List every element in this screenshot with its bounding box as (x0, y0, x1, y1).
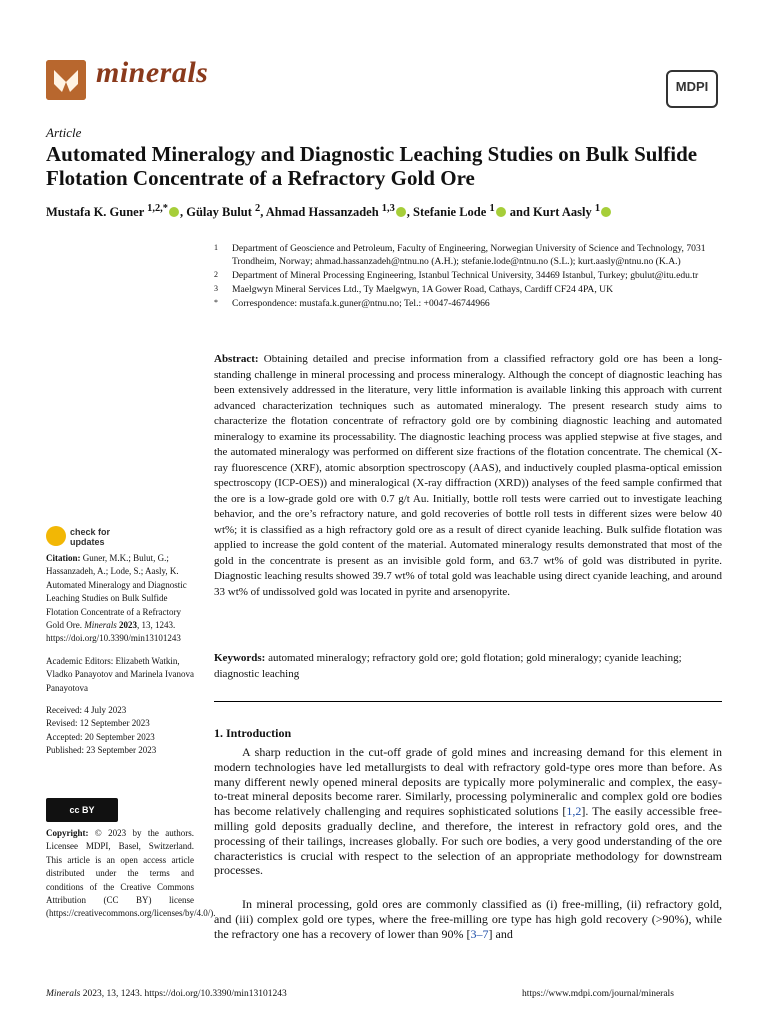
dates-block (46, 704, 194, 758)
section-heading: 1. Introduction (214, 726, 292, 740)
keywords-label: Keywords: (214, 652, 266, 664)
cc-license-icon[interactable]: cc BY (46, 798, 118, 822)
journal-name: minerals (96, 56, 209, 89)
paragraph: In mineral processing, gold ores are commonly classified as (i) free-milling, (ii) refractory gold, and (iii) complex gold ore types, where the free-milling ore type has high gold recovery (>90%), while the refractory one has a recovery of lower than 90% [3–7] and (214, 897, 722, 941)
divider (214, 701, 722, 702)
author-sup: 2 (255, 203, 261, 214)
keywords-text: automated mineralogy; refractory gold ore; gold flotation; gold mineralogy; cyanide leaching; diagnostic leaching (214, 652, 682, 680)
sidebar-info (46, 552, 194, 758)
author-name: Gülay Bulut (186, 205, 252, 220)
check-updates-icon[interactable] (46, 526, 66, 546)
abstract (214, 352, 722, 600)
revised-date: Revised: 12 September 2023 (46, 718, 150, 729)
abstract-label: Abstract: (214, 353, 259, 365)
keywords (214, 651, 722, 682)
affiliation-item: 3 Maelgwyn Mineral Services Ltd., Ty Maelgwyn, 1A Gower Road, Cathays, Cardiff CF24 4PA, UK (214, 284, 613, 295)
journal-logo-icon (46, 60, 86, 100)
accepted-date: Accepted: 20 September 2023 (46, 731, 155, 742)
author-name: Stefanie Lode (413, 205, 487, 220)
publisher-logo[interactable]: MDPI (666, 70, 718, 108)
article-type: Article (46, 125, 82, 140)
citation-block: Citation: Guner, M.K.; Bulut, G.; Hassanzadeh, A.; Lode, S.; Aasly, K. Automated Mineralogy and Diagnostic Leaching Studies on Bulk Sulfide Flotation Concentrate of a Refractory Gold Ore. Minerals 2023, 13, 1243. https://doi.org/10.3390/min13101243 (46, 553, 187, 644)
orcid-icon[interactable] (396, 207, 406, 217)
article-title: Automated Mineralogy and Diagnostic Leaching Studies on Bulk Sulfide Flotation Concentrate of a Refractory Gold Ore (46, 142, 698, 190)
orcid-icon[interactable] (169, 207, 179, 217)
citation-link[interactable]: 1,2 (566, 804, 582, 819)
author-sup: 1,2,* (147, 203, 168, 214)
citation-link[interactable]: 3–7 (470, 926, 489, 941)
correspondence: * Correspondence: mustafa.k.guner@ntnu.no; Tel.: +0047-46744966 (214, 298, 490, 309)
copyright-notice: Copyright: © 2023 by the authors. Licensee MDPI, Basel, Switzerland. This article is an open access article distributed under the terms and conditions of the Creative Commons Attribution (CC BY) license (https://creativecommons.org/licenses/by/4.0/). (46, 828, 216, 919)
author-name: Ahmad Hassanzadeh (265, 205, 379, 220)
affiliations (214, 242, 714, 311)
published-date: Published: 23 September 2023 (46, 745, 157, 756)
author-sup: 1 (594, 203, 601, 214)
footer-url[interactable]: https://www.mdpi.com/journal/minerals (522, 989, 674, 999)
academic-editors: Academic Editors: Elizabeth Watkin, Vladko Panayotov and Marinela Ivanova Panayotova (46, 655, 194, 693)
author-list: Mustafa K. Guner $^{1,2,*}$ , Gülay Bulut $^2$, Ahmad Hassanzadeh $^{1,3}$ , Stefanie Lode $^1$ and Kurt Aasly $^1$ (46, 203, 726, 220)
author-name: Kurt Aasly (533, 205, 592, 220)
paragraph: A sharp reduction in the cut-off grade of gold mines and increasing demand for this element in modern technologies have led metallurgists to deal with refractory gold-type ores more than before. As many different newly opened mineral deposits are typically more polymineralic and complex, the easy-to-treat mineral deposits become rarer. Similarly, processing polymineralic and complex gold ore bodies has become relatively challenging and requires sophisticated solutions [1,2]. The easily accessible free-milling gold deposits gradually decline, and therefore, the interest in refractory gold ores, and the processing of their tailings, increases globally. For such ore bodies, a very good understanding of the ore characteristics is crucial with respect to the selection of an appropriate methodology for downstream processes. (214, 745, 722, 878)
author-sup: 1 (489, 203, 495, 214)
footer-citation: Minerals 2023, 13, 1243. https://doi.org/10.3390/min13101243 (46, 989, 287, 999)
check-updates-label[interactable]: check for updates (70, 527, 111, 547)
affiliation-item: 2 Department of Mineral Processing Engineering, Istanbul Technical University, 34469 Istanbul, Turkey; gbulut@itu.edu.tr (214, 270, 699, 281)
affiliation-item: 1 Department of Geoscience and Petroleum, Faculty of Engineering, Norwegian University of Science and Technology, 7031 Trondheim, Norway; ahmad.hassanzadeh@ntnu.no (A.H.); stefanie.lode@ntnu.no (S.L.); kurt.aasly@ntnu.no (K.A.) (214, 243, 706, 267)
author-name: Mustafa K. Guner (46, 205, 145, 220)
abstract-text: Obtaining detailed and precise information from a classified refractory gold ore has been a long-standing challenge in mineral processing and process mineralogy. Although the concept of diagnostic leaching has been extensively addressed in the literature, very little information is available linking this approach with current advanced characterization techniques such as automated mineralogy. The present research study aims to characterize the flotation concentrate of refractory gold ore by combining diagnostic leaching and automated mineralogy to examine its processability. The diagnostic leaching process was applied stepwise at five stages, and the automated mineralogy was performed on different size fractions of the flotation concentrate. The chemical (X-ray fluorescence (XRF), atomic absorption spectroscopy (AAS), and inductively coupled plasma-optical emission spectroscopy (ICP-OES)) and mineralogical (X-ray diffraction (XRD)) analyses of the feed sample confirmed that the ore is a low-grade gold ore with 0.7 g/t Au. Initially, bottle roll tests were carried out to investigate leaching behavior, and the ore’s refractory nature, and gold recoveries of bottle roll tests in different sizes were below 40 wt%; it is classified as a high refractory gold ore as a result of direct cyanide leaching. Bulk sulfide flotation was applied to increase the gold content of the material. Automated mineralogy results demonstrated that most of the gold in the concentrate is present as an invisible gold form, and 63.7 wt% of gold was distributed in pyrite. Diagnostic leaching results showed 39.7 wt% of total gold was leachable using direct cyanide leaching, and around 33 wt% of undissolved gold was located in pyrite and arsenopyrite. (214, 353, 722, 598)
orcid-icon[interactable] (496, 207, 506, 217)
received-date: Received: 4 July 2023 (46, 705, 127, 716)
author-sup: 1,3 (381, 203, 395, 214)
orcid-icon[interactable] (601, 207, 611, 217)
